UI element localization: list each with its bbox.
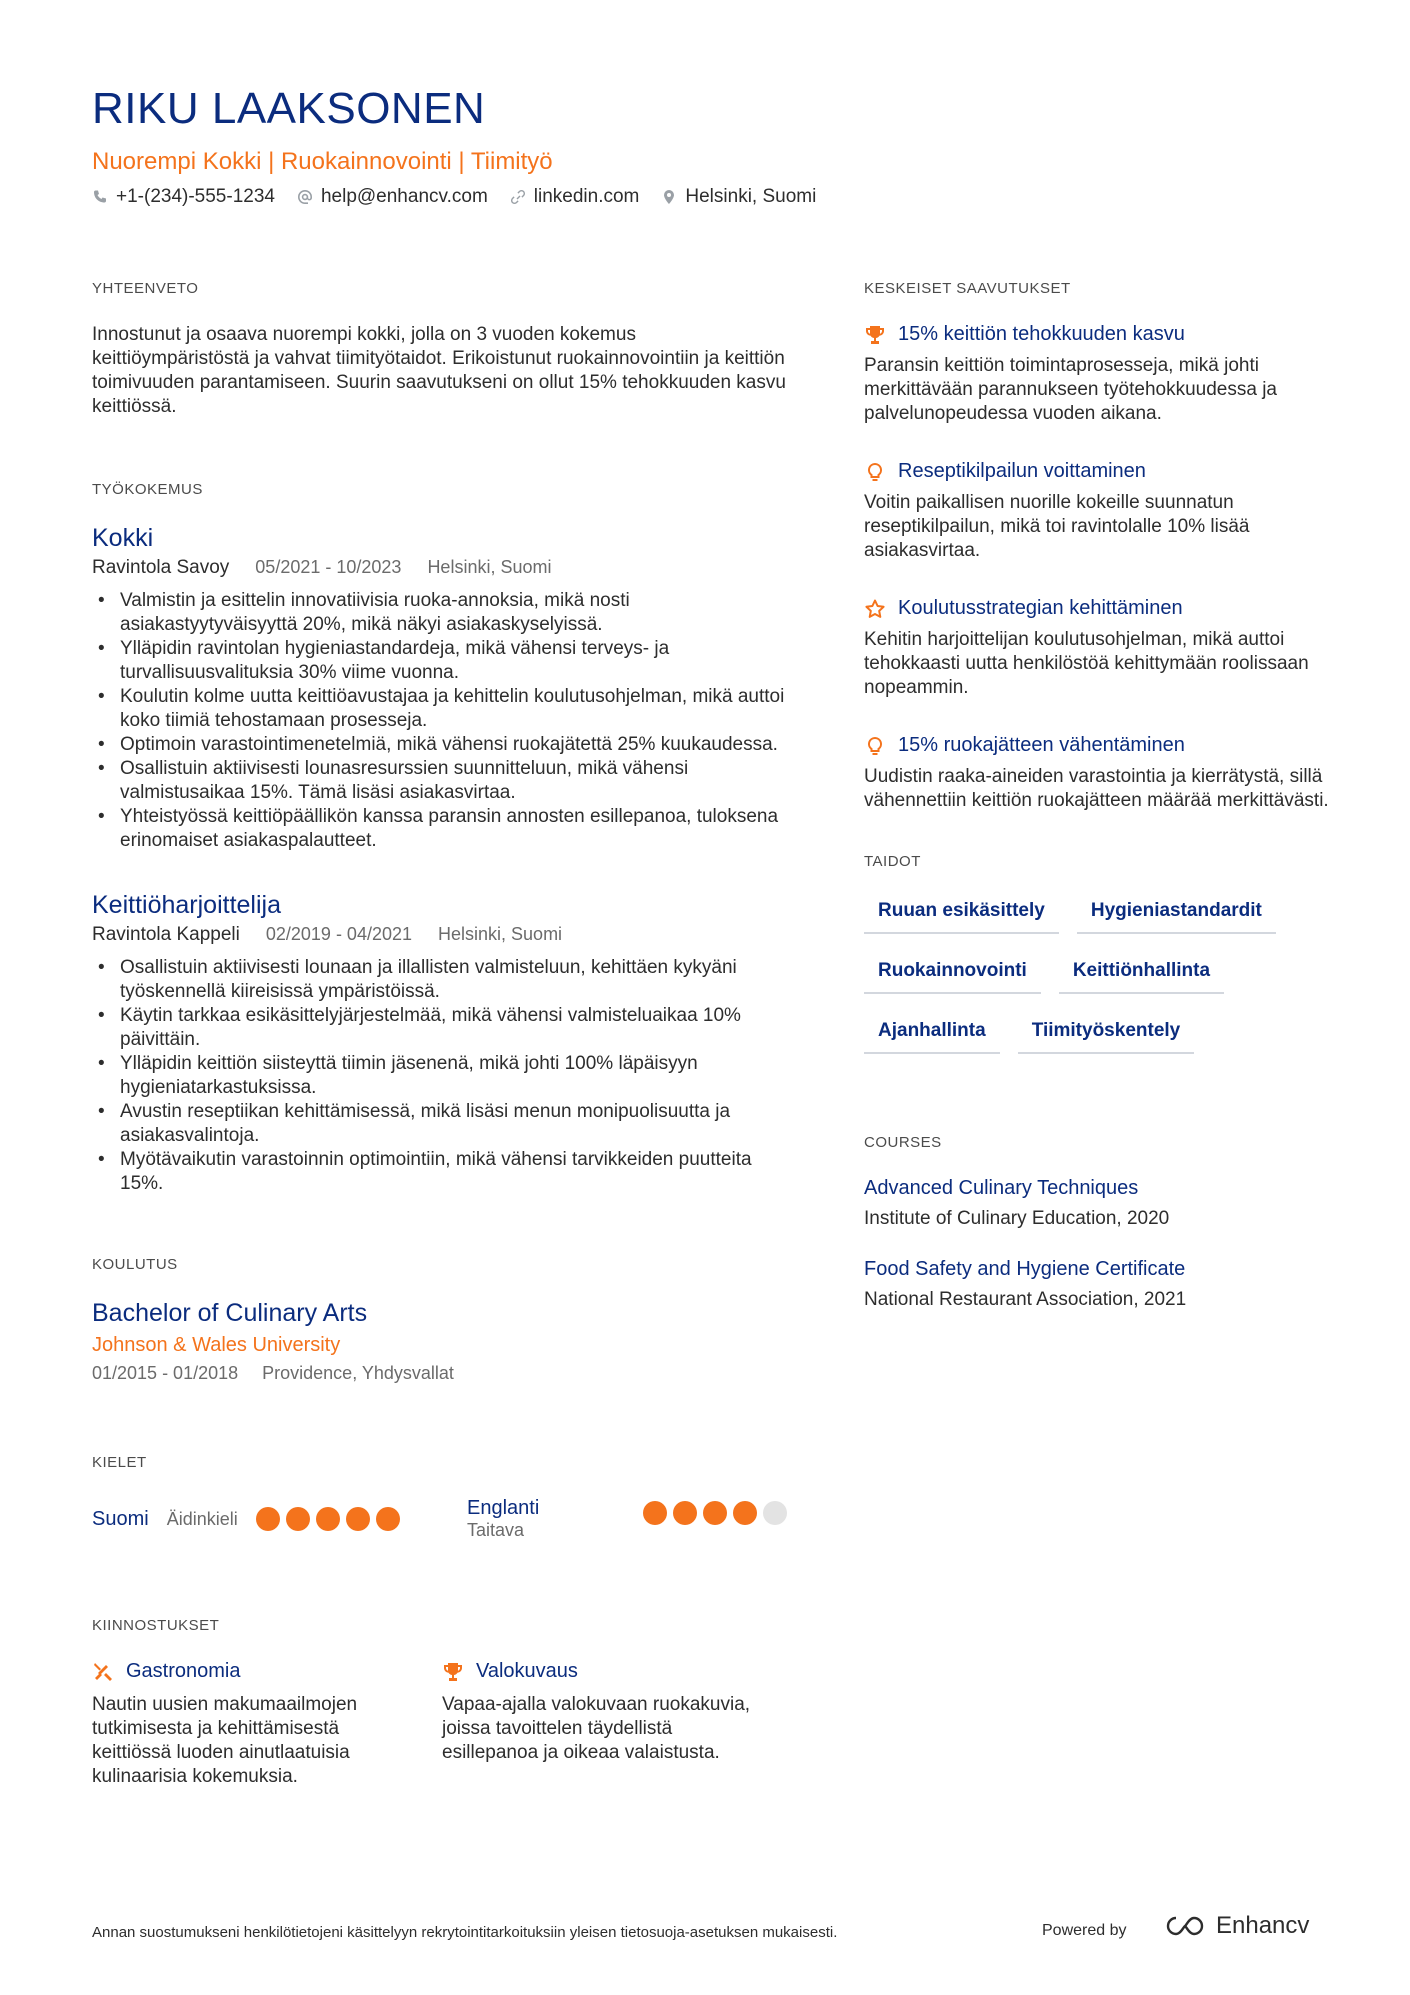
- skill-tag: Ruokainnovointi: [864, 956, 1041, 994]
- trophy-icon: [442, 1661, 464, 1683]
- language-name: Suomi: [92, 1507, 149, 1530]
- interest-title: Valokuvaus: [476, 1660, 578, 1682]
- candidate-name: RIKU LAAKSONEN: [92, 84, 486, 133]
- education-section: [92, 1256, 792, 1384]
- education-school: Johnson & Wales University: [92, 1334, 341, 1356]
- skill-tag: Tiimityöskentely: [1018, 1016, 1195, 1054]
- right-column: [864, 280, 1334, 1339]
- location-pin-icon: [661, 189, 677, 205]
- email-text: help@enhancv.com: [320, 186, 488, 207]
- brand-name: Enhancv: [1216, 1912, 1310, 1939]
- achievement-head: [864, 734, 1334, 757]
- course-institution: Institute of Culinary Education, 2020: [864, 1208, 1170, 1229]
- interest-head: [92, 1660, 402, 1683]
- achievement-head: [864, 460, 1334, 483]
- rating-dot-empty: [763, 1501, 787, 1525]
- education-title: KOULUTUS: [92, 1256, 178, 1273]
- interest-text: Vapaa-ajalla valokuvaan ruokakuvia, joissa tavoittelen täydellistä esillepanoa ja oikeaa valaistusta.: [442, 1694, 751, 1763]
- education-meta: [92, 1363, 792, 1384]
- job-bullet: • Valmistin ja esittelin innovatiivisia ruoka-annoksia, mikä nosti asiakastyytyväisyyttä 20%, mikä näkyi asiakaskyselyissä.: [92, 589, 792, 637]
- courses-section: [864, 1134, 1334, 1311]
- language-level: Taitava: [467, 1520, 525, 1540]
- interest-title: Gastronomia: [126, 1660, 241, 1682]
- job-bullet: • Käytin tarkkaa esikäsittelyjärjestelmää, mikä vähensi valmisteluaikaa 10% päivittäin.: [92, 1004, 792, 1052]
- interest-text: Nautin uusien makumaailmojen tutkimisesta ja kehittämisestä keittiössä luoden ainutlaatuisia kulinaarisia kokemuksia.: [92, 1694, 358, 1787]
- rating-dot-filled: [673, 1501, 697, 1525]
- job-title: Keittiöharjoittelija: [92, 891, 281, 919]
- languages-list: [92, 1497, 792, 1541]
- job-company: Ravintola Kappeli: [92, 924, 240, 945]
- job-bullet: • Osallistuin aktiivisesti lounasresurssien suunnitteluun, mikä vähensi valmistusaikaa 15%. Tämä lisäsi asiakasvirtaa.: [92, 757, 792, 805]
- summary-section: [92, 280, 792, 419]
- interests-section: [92, 1617, 792, 1789]
- rating-dot-filled: [376, 1507, 400, 1531]
- contact-linkedin[interactable]: [510, 186, 640, 208]
- job-meta: [92, 557, 792, 579]
- link-icon: [510, 189, 526, 205]
- achievement-head: [864, 597, 1334, 620]
- summary-text: Innostunut ja osaava nuorempi kokki, jolla on 3 vuoden kokemus keittiöympäristöstä ja vahvat tiimityötaidot. Erikoistunut ruokainnovointiin ja keittiön toimivuuden parantamiseen. Suurin saavutukseni on ollut 15% tehokkuuden kasvu keittiössä.: [92, 324, 786, 417]
- candidate-subtitle: Nuorempi Kokki | Ruokainnovointi | Tiimityö: [92, 148, 553, 175]
- skill-tag: Ajanhallinta: [864, 1016, 1000, 1054]
- star-icon: [864, 598, 886, 620]
- lightbulb-icon: [864, 461, 886, 483]
- job-meta: [92, 924, 792, 946]
- powered-by-label: Powered by: [1042, 1922, 1127, 1939]
- skills-section: [864, 853, 1334, 1054]
- language-rating: [643, 1501, 787, 1541]
- phone-text: +1-(234)-555-1234: [116, 186, 275, 207]
- job-bullet: • Optimoin varastointimenetelmiä, mikä vähensi ruokajätettä 25% kuukaudessa.: [92, 733, 792, 757]
- course-institution: National Restaurant Association, 2021: [864, 1289, 1187, 1310]
- language-rating: [256, 1507, 400, 1531]
- job-dates: 02/2019 - 04/2021: [265, 924, 413, 944]
- contact-bar: [92, 186, 816, 208]
- rating-dot-filled: [346, 1507, 370, 1531]
- course-item: [864, 1177, 1334, 1230]
- job-bullets: [92, 589, 792, 853]
- job-bullet: • Osallistuin aktiivisesti lounaan ja illallisten valmisteluun, kehittäen kykyäni työskennellä kiireisissä ympäristöissä.: [92, 956, 792, 1004]
- experience-title: TYÖKOKEMUS: [92, 481, 203, 498]
- left-column: [92, 280, 792, 1789]
- language-inline: [92, 1497, 400, 1541]
- education-dates: 01/2015 - 01/2018: [92, 1363, 239, 1383]
- gdpr-consent-note: Annan suostumukseni henkilötietojeni käsittelyyn rekrytointitarkoituksiin yleisen tietosuoja-asetuksen mukaisesti.: [92, 1924, 838, 1941]
- achievement-text: Voitin paikallisen nuorille kokeille suunnatun reseptikilpailun, mikä toi ravintolalle 10% lisää asiakasvirtaa.: [864, 492, 1250, 561]
- interest-head: [442, 1660, 752, 1683]
- enhancv-logo-icon: [1162, 1913, 1208, 1939]
- achievement-title: 15% keittiön tehokkuuden kasvu: [898, 323, 1185, 345]
- achievement-head: [864, 323, 1334, 346]
- achievements-section: [864, 280, 1334, 813]
- job-entry: [92, 524, 792, 853]
- rating-dot-filled: [286, 1507, 310, 1531]
- language-name: Englanti: [467, 1497, 540, 1519]
- courses-title: COURSES: [864, 1134, 942, 1151]
- language-level: Äidinkieli: [166, 1508, 238, 1529]
- phone-icon: [92, 189, 108, 205]
- contact-email[interactable]: [297, 186, 488, 208]
- achievement-title: Koulutusstrategian kehittäminen: [898, 597, 1183, 619]
- job-company: Ravintola Savoy: [92, 557, 230, 578]
- course-item: [864, 1258, 1334, 1311]
- linkedin-text: linkedin.com: [533, 186, 640, 207]
- achievement-item: [864, 597, 1334, 700]
- trophy-icon: [864, 324, 886, 346]
- rating-dot-filled: [643, 1501, 667, 1525]
- languages-section: [92, 1454, 792, 1541]
- achievement-text: Uudistin raaka-aineiden varastointia ja kierrätystä, sillä vähennettiin keittiön ruokajätteen määrää merkittävästi.: [864, 766, 1329, 811]
- skill-tag: Keittiönhallinta: [1059, 956, 1224, 994]
- skills-title: TAIDOT: [864, 853, 921, 870]
- achievement-text: Kehitin harjoittelijan koulutusohjelman, mikä auttoi tehokkaasti uutta henkilöstöä kehittymään roolissaan nopeammin.: [864, 629, 1309, 698]
- utensils-icon: [92, 1661, 114, 1683]
- interest-item: [442, 1660, 792, 1789]
- achievement-text: Paransin keittiön toimintaprosesseja, mikä johti merkittävään parannukseen työtehokkuudessa ja palvelunopeudessa vuoden aikana.: [864, 355, 1277, 424]
- job-dates: 05/2021 - 10/2023: [255, 557, 402, 577]
- education-location: Providence, Yhdysvallat: [262, 1363, 454, 1383]
- lightbulb-icon: [864, 735, 886, 757]
- course-title: Advanced Culinary Techniques: [864, 1177, 1139, 1199]
- rating-dot-filled: [256, 1507, 280, 1531]
- achievements-title: KESKEISET SAAVUTUKSET: [864, 280, 1071, 297]
- contact-phone[interactable]: [92, 186, 275, 208]
- interests-list: [92, 1660, 792, 1789]
- achievement-item: [864, 323, 1334, 426]
- contact-location: [661, 186, 816, 208]
- job-bullet: • Yhteistyössä keittiöpäällikön kanssa paransin annosten esillepanoa, tuloksena erinomaiset asiakaspalautteet.: [92, 805, 792, 853]
- location-text: Helsinki, Suomi: [685, 186, 817, 207]
- interests-title: KIINNOSTUKSET: [92, 1617, 220, 1634]
- skills-list: [864, 896, 1304, 1054]
- course-title: Food Safety and Hygiene Certificate: [864, 1258, 1186, 1280]
- skill-tag: Ruuan esikäsittely: [864, 896, 1059, 934]
- skill-tag: Hygieniastandardit: [1077, 896, 1276, 934]
- job-bullet: • Ylläpidin keittiön siisteyttä tiimin jäsenenä, mikä johti 100% läpäisyyn hygieniatarkastuksissa.: [92, 1052, 792, 1100]
- rating-dot-filled: [316, 1507, 340, 1531]
- achievement-item: [864, 460, 1334, 563]
- enhancv-brand[interactable]: [1162, 1912, 1309, 1940]
- interest-item: [92, 1660, 442, 1789]
- language-item: [92, 1497, 467, 1541]
- job-bullet: • Myötävaikutin varastoinnin optimointiin, mikä vähensi tarvikkeiden puutteita 15%.: [92, 1148, 792, 1196]
- languages-title: KIELET: [92, 1454, 147, 1471]
- achievement-title: 15% ruokajätteen vähentäminen: [898, 734, 1185, 756]
- achievement-item: [864, 734, 1334, 813]
- at-icon: [297, 189, 313, 205]
- rating-dot-filled: [703, 1501, 727, 1525]
- summary-title: YHTEENVETO: [92, 280, 199, 297]
- job-location: Helsinki, Suomi: [427, 557, 552, 577]
- education-degree: Bachelor of Culinary Arts: [92, 1299, 368, 1327]
- job-location: Helsinki, Suomi: [438, 924, 563, 944]
- rating-dot-filled: [733, 1501, 757, 1525]
- achievement-title: Reseptikilpailun voittaminen: [898, 460, 1146, 482]
- job-entry: [92, 891, 792, 1196]
- job-bullets: [92, 956, 792, 1196]
- job-bullet: • Avustin reseptiikan kehittämisessä, mikä lisäsi menun monipuolisuutta ja asiakasvalintoja.: [92, 1100, 792, 1148]
- experience-section: [92, 481, 792, 1196]
- job-bullet: • Ylläpidin ravintolan hygieniastandardeja, mikä vähensi terveys- ja turvallisuusvalituksia 30% viime vuonna.: [92, 637, 792, 685]
- language-item: [467, 1497, 787, 1541]
- language-name-block: [467, 1497, 539, 1541]
- job-title: Kokki: [92, 524, 154, 552]
- job-bullet: • Koulutin kolme uutta keittiöavustajaa ja kehittelin koulutusohjelman, mikä auttoi koko tiimiä tehostamaan prosesseja.: [92, 685, 792, 733]
